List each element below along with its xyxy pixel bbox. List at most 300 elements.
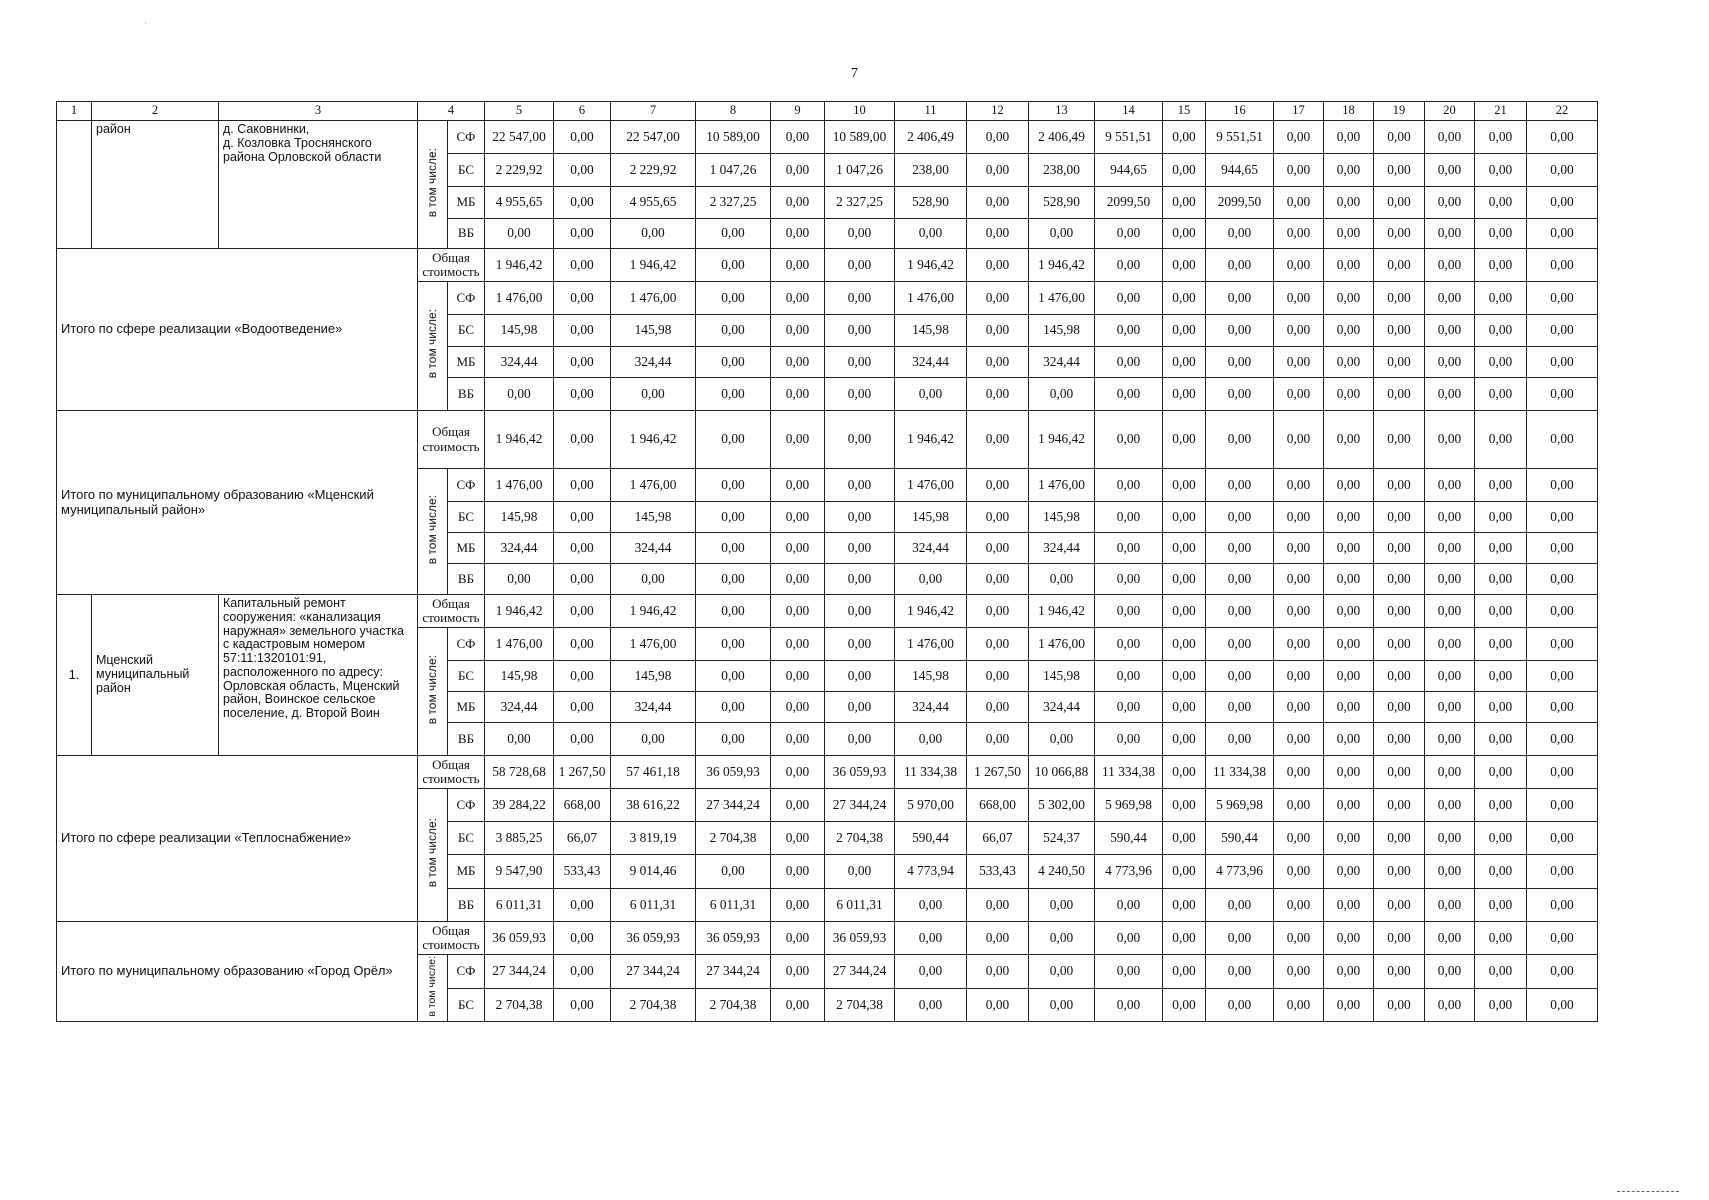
value-cell: 4 955,65 [611,187,696,219]
value-cell: 0,00 [771,282,825,315]
value-cell: 533,43 [554,855,611,889]
value-cell: 0,00 [696,855,771,889]
value-cell: 0,00 [1163,219,1206,249]
value-cell: 0,00 [1206,249,1274,282]
value-cell: 0,00 [825,249,895,282]
value-cell: 0,00 [1475,628,1527,661]
value-cell: 0,00 [1374,723,1425,756]
value-cell: 0,00 [1475,502,1527,533]
funding-source-label: МБ [448,187,485,219]
value-cell: 0,00 [1274,661,1324,692]
value-cell: 0,00 [611,723,696,756]
value-cell: 0,00 [1527,955,1598,989]
value-cell: 0,00 [1425,249,1475,282]
value-cell: 38 616,22 [611,789,696,822]
value-cell: 944,65 [1095,154,1163,187]
value-cell: 58 728,68 [485,756,554,789]
value-cell: 0,00 [1206,661,1274,692]
value-cell: 27 344,24 [696,955,771,989]
section-total-title: Итого по сфере реализации «Теплоснабжение» [57,756,418,922]
value-cell: 27 344,24 [611,955,696,989]
value-cell: 9 551,51 [1095,121,1163,154]
value-cell: 0,00 [1163,502,1206,533]
value-cell: 0,00 [771,855,825,889]
funding-source-label: ВБ [448,378,485,411]
object-description: Капитальный ремонт сооружения: «канализация наружная» земельного участка с кадастровым номером 57:11:1320101:91, расположенного по адресу: Орловская область, Мценский район, Воинское сельское поселение, д. Второй Воин [219,595,418,756]
funding-source-label: СФ [448,628,485,661]
value-cell: 0,00 [1374,756,1425,789]
value-cell: 0,00 [1163,378,1206,411]
value-cell: 0,00 [1029,955,1095,989]
value-cell: 2 229,92 [485,154,554,187]
value-cell: 0,00 [1095,282,1163,315]
value-cell: 0,00 [1163,249,1206,282]
value-cell: 0,00 [1527,789,1598,822]
value-cell: 0,00 [825,378,895,411]
value-cell: 0,00 [1163,154,1206,187]
total-cost-label: Общая стоимость [418,411,485,469]
value-cell: 4 955,65 [485,187,554,219]
value-cell: 0,00 [1324,411,1374,469]
value-cell: 0,00 [771,154,825,187]
value-cell: 1 946,42 [485,249,554,282]
table-row [57,411,1598,469]
value-cell: 1 946,42 [1029,411,1095,469]
value-cell: 0,00 [967,889,1029,922]
value-cell: 0,00 [1324,282,1374,315]
value-cell: 0,00 [1029,723,1095,756]
value-cell: 0,00 [771,955,825,989]
value-cell: 0,00 [1163,955,1206,989]
value-cell: 0,00 [1475,411,1527,469]
value-cell: 0,00 [1274,249,1324,282]
value-cell: 11 334,38 [895,756,967,789]
value-cell: 2 229,92 [611,154,696,187]
value-cell: 0,00 [1163,187,1206,219]
value-cell: 0,00 [1274,564,1324,595]
value-cell: 0,00 [967,533,1029,564]
value-cell: 1 476,00 [1029,628,1095,661]
value-cell: 1 476,00 [611,282,696,315]
value-cell: 0,00 [554,347,611,378]
value-cell: 1 946,42 [895,249,967,282]
value-cell: 0,00 [1425,756,1475,789]
value-cell: 0,00 [554,154,611,187]
value-cell: 1 476,00 [485,469,554,502]
value-cell: 0,00 [771,378,825,411]
value-cell: 0,00 [771,411,825,469]
value-cell: 0,00 [967,219,1029,249]
value-cell: 0,00 [1095,989,1163,1022]
value-cell: 0,00 [1206,692,1274,723]
value-cell: 0,00 [1324,121,1374,154]
value-cell: 0,00 [1324,378,1374,411]
value-cell: 0,00 [1425,692,1475,723]
value-cell: 0,00 [1374,922,1425,955]
section-total-title: Итого по сфере реализации «Водоотведение» [57,249,418,411]
value-cell: 0,00 [967,564,1029,595]
value-cell: 0,00 [1324,154,1374,187]
value-cell: 0,00 [1163,889,1206,922]
value-cell: 0,00 [1475,822,1527,855]
value-cell: 1 946,42 [895,411,967,469]
header-row [57,102,1598,121]
value-cell: 36 059,93 [696,922,771,955]
value-cell: 2 327,25 [825,187,895,219]
sub-note-text: в том числе: [424,147,439,218]
funding-source-label: СФ [448,282,485,315]
value-cell: 944,65 [1206,154,1274,187]
value-cell: 0,00 [1206,922,1274,955]
value-cell: 2 406,49 [1029,121,1095,154]
funding-source-label: ВБ [448,723,485,756]
value-cell: 0,00 [1163,533,1206,564]
value-cell: 0,00 [1206,955,1274,989]
value-cell: 2 406,49 [895,121,967,154]
value-cell: 1 476,00 [1029,282,1095,315]
value-cell: 0,00 [1475,469,1527,502]
value-cell: 0,00 [611,219,696,249]
value-cell: 0,00 [554,922,611,955]
value-cell: 1 267,50 [554,756,611,789]
value-cell: 0,00 [1527,692,1598,723]
value-cell: 0,00 [1274,855,1324,889]
value-cell: 0,00 [771,315,825,347]
value-cell: 0,00 [1163,282,1206,315]
funding-source-label: БС [448,822,485,855]
value-cell: 22 547,00 [611,121,696,154]
value-cell: 0,00 [1527,469,1598,502]
value-cell: 0,00 [1527,855,1598,889]
value-cell: 0,00 [1095,502,1163,533]
value-cell: 0,00 [895,889,967,922]
value-cell: 0,00 [1374,469,1425,502]
value-cell: 0,00 [1527,154,1598,187]
value-cell: 0,00 [1274,154,1324,187]
value-cell: 0,00 [1527,502,1598,533]
district-name: район [92,121,219,249]
value-cell: 0,00 [554,723,611,756]
value-cell: 0,00 [1374,822,1425,855]
value-cell: 0,00 [1475,889,1527,922]
value-cell: 0,00 [1274,347,1324,378]
value-cell: 0,00 [1374,121,1425,154]
value-cell: 0,00 [1274,922,1324,955]
value-cell: 6 011,31 [611,889,696,922]
table-row [57,595,1598,628]
value-cell: 0,00 [1425,595,1475,628]
value-cell: 27 344,24 [485,955,554,989]
value-cell: 0,00 [1274,955,1324,989]
value-cell: 0,00 [1475,533,1527,564]
value-cell: 668,00 [554,789,611,822]
value-cell: 0,00 [1475,121,1527,154]
value-cell: 0,00 [696,469,771,502]
value-cell: 0,00 [1029,219,1095,249]
value-cell: 0,00 [1475,955,1527,989]
value-cell: 0,00 [696,595,771,628]
value-cell: 145,98 [611,661,696,692]
value-cell: 145,98 [485,661,554,692]
value-cell: 0,00 [1425,154,1475,187]
value-cell: 324,44 [895,692,967,723]
value-cell: 0,00 [696,249,771,282]
value-cell: 0,00 [1274,789,1324,822]
value-cell: 39 284,22 [485,789,554,822]
funding-source-label: СФ [448,121,485,154]
value-cell: 0,00 [1324,822,1374,855]
funding-source-label: БС [448,661,485,692]
value-cell: 0,00 [696,282,771,315]
total-cost-label: Общая стоимость [418,756,485,789]
column-header: 2 [92,102,219,121]
value-cell: 145,98 [895,502,967,533]
value-cell: 0,00 [554,219,611,249]
value-cell: 0,00 [1374,249,1425,282]
value-cell: 1 047,26 [825,154,895,187]
sub-note-vertical [418,121,448,249]
column-header: 1 [57,102,92,121]
value-cell: 0,00 [825,469,895,502]
value-cell: 0,00 [1206,378,1274,411]
value-cell: 36 059,93 [485,922,554,955]
value-cell: 1 946,42 [611,249,696,282]
value-cell: 0,00 [1095,922,1163,955]
value-cell: 238,00 [895,154,967,187]
value-cell: 0,00 [895,378,967,411]
value-cell: 0,00 [1095,469,1163,502]
value-cell: 2 327,25 [696,187,771,219]
page-number: 7 [851,66,858,81]
value-cell: 27 344,24 [696,789,771,822]
value-cell: 0,00 [1425,989,1475,1022]
value-cell: 1 476,00 [611,628,696,661]
value-cell: 145,98 [1029,661,1095,692]
value-cell: 0,00 [1425,533,1475,564]
value-cell: 0,00 [1374,411,1425,469]
value-cell: 0,00 [1527,628,1598,661]
district-name: Мценский муниципальный район [92,595,219,756]
value-cell: 0,00 [967,469,1029,502]
value-cell: 0,00 [1475,595,1527,628]
value-cell: 0,00 [554,661,611,692]
value-cell: 0,00 [1527,661,1598,692]
funding-source-label: БС [448,154,485,187]
value-cell: 0,00 [554,955,611,989]
item-number: 1. [57,595,92,756]
value-cell: 0,00 [1527,219,1598,249]
value-cell: 0,00 [1527,533,1598,564]
value-cell: 0,00 [1274,628,1324,661]
value-cell: 0,00 [1374,315,1425,347]
value-cell: 0,00 [1324,789,1374,822]
value-cell: 22 547,00 [485,121,554,154]
value-cell: 0,00 [771,121,825,154]
value-cell: 0,00 [1374,855,1425,889]
value-cell: 0,00 [1274,533,1324,564]
value-cell: 0,00 [1374,955,1425,989]
value-cell: 0,00 [554,411,611,469]
value-cell: 1 267,50 [967,756,1029,789]
value-cell: 2 704,38 [485,989,554,1022]
value-cell: 0,00 [825,347,895,378]
value-cell: 66,07 [967,822,1029,855]
value-cell: 0,00 [1527,187,1598,219]
value-cell: 0,00 [967,595,1029,628]
value-cell: 0,00 [554,469,611,502]
sub-note-text: в том числе: [425,955,438,1017]
value-cell: 0,00 [1374,661,1425,692]
funding-source-label: МБ [448,347,485,378]
value-cell: 3 819,19 [611,822,696,855]
value-cell: 0,00 [1475,564,1527,595]
value-cell: 0,00 [1324,661,1374,692]
value-cell: 0,00 [696,378,771,411]
footer-line [1617,1191,1679,1192]
value-cell: 6 011,31 [485,889,554,922]
value-cell: 0,00 [696,723,771,756]
value-cell: 0,00 [825,661,895,692]
value-cell: 0,00 [825,723,895,756]
value-cell: 0,00 [1324,855,1374,889]
value-cell: 0,00 [1324,628,1374,661]
funding-source-label: ВБ [448,219,485,249]
funding-source-label: МБ [448,855,485,889]
column-header: 13 [1029,102,1095,121]
value-cell: 11 334,38 [1095,756,1163,789]
value-cell: 0,00 [1475,789,1527,822]
value-cell: 0,00 [1324,756,1374,789]
value-cell: 0,00 [1274,989,1324,1022]
value-cell: 0,00 [611,378,696,411]
value-cell: 0,00 [1274,187,1324,219]
sub-note-text: в том числе: [424,494,439,565]
value-cell: 0,00 [1475,219,1527,249]
value-cell: 0,00 [554,989,611,1022]
value-cell: 0,00 [1527,756,1598,789]
value-cell: 324,44 [895,347,967,378]
value-cell: 0,00 [967,411,1029,469]
value-cell: 1 946,42 [1029,249,1095,282]
value-cell: 0,00 [1374,628,1425,661]
value-cell: 0,00 [554,564,611,595]
value-cell: 0,00 [771,187,825,219]
value-cell: 0,00 [1095,955,1163,989]
value-cell: 0,00 [1095,889,1163,922]
corner-mark: ` [144,22,148,33]
value-cell: 0,00 [895,955,967,989]
value-cell: 0,00 [1163,315,1206,347]
value-cell: 145,98 [611,502,696,533]
value-cell: 0,00 [1095,723,1163,756]
value-cell: 0,00 [771,723,825,756]
value-cell: 0,00 [1206,723,1274,756]
sub-note-vertical [418,628,448,756]
value-cell: 2 704,38 [611,989,696,1022]
value-cell: 11 334,38 [1206,756,1274,789]
value-cell: 0,00 [1163,469,1206,502]
value-cell: 0,00 [771,922,825,955]
value-cell: 0,00 [696,347,771,378]
value-cell: 4 773,94 [895,855,967,889]
column-header: 10 [825,102,895,121]
value-cell: 0,00 [485,219,554,249]
value-cell: 0,00 [1475,249,1527,282]
value-cell: 1 476,00 [485,628,554,661]
value-cell: 0,00 [1324,469,1374,502]
value-cell: 0,00 [1475,282,1527,315]
value-cell: 0,00 [1475,989,1527,1022]
value-cell: 1 476,00 [485,282,554,315]
table-row [57,249,1598,282]
value-cell: 3 885,25 [485,822,554,855]
section-total-title: Итого по муниципальному образованию «Город Орёл» [57,922,418,1022]
value-cell: 0,00 [1324,502,1374,533]
value-cell: 0,00 [1206,989,1274,1022]
value-cell: 0,00 [1374,533,1425,564]
value-cell: 0,00 [1374,692,1425,723]
value-cell: 0,00 [1475,692,1527,723]
value-cell: 0,00 [1475,661,1527,692]
value-cell: 5 969,98 [1206,789,1274,822]
value-cell: 0,00 [1475,756,1527,789]
value-cell: 0,00 [1206,315,1274,347]
value-cell: 1 946,42 [895,595,967,628]
value-cell: 0,00 [1274,219,1324,249]
value-cell: 0,00 [1029,922,1095,955]
value-cell: 1 946,42 [1029,595,1095,628]
value-cell: 0,00 [967,989,1029,1022]
column-header: 19 [1374,102,1425,121]
value-cell: 0,00 [967,121,1029,154]
value-cell: 0,00 [1425,121,1475,154]
value-cell: 145,98 [485,315,554,347]
column-header: 5 [485,102,554,121]
value-cell: 145,98 [1029,502,1095,533]
value-cell: 0,00 [1527,822,1598,855]
value-cell: 0,00 [895,989,967,1022]
value-cell: 0,00 [1095,219,1163,249]
value-cell: 0,00 [1425,889,1475,922]
value-cell: 5 302,00 [1029,789,1095,822]
value-cell: 10 589,00 [696,121,771,154]
value-cell: 0,00 [1527,347,1598,378]
value-cell: 0,00 [1374,989,1425,1022]
value-cell: 0,00 [696,533,771,564]
value-cell: 0,00 [1095,378,1163,411]
column-header: 20 [1425,102,1475,121]
value-cell: 0,00 [1425,855,1475,889]
value-cell: 0,00 [554,628,611,661]
value-cell: 2 704,38 [825,989,895,1022]
value-cell: 1 476,00 [611,469,696,502]
column-header: 22 [1527,102,1598,121]
value-cell: 0,00 [1274,889,1324,922]
funding-source-label: БС [448,502,485,533]
value-cell: 0,00 [967,922,1029,955]
value-cell: 0,00 [1425,822,1475,855]
value-cell: 0,00 [967,692,1029,723]
value-cell: 0,00 [554,121,611,154]
value-cell: 324,44 [485,533,554,564]
value-cell: 0,00 [1527,249,1598,282]
value-cell: 0,00 [1324,889,1374,922]
value-cell: 0,00 [1527,564,1598,595]
funding-source-label: СФ [448,469,485,502]
value-cell: 0,00 [1324,564,1374,595]
value-cell: 324,44 [611,347,696,378]
column-header: 11 [895,102,967,121]
